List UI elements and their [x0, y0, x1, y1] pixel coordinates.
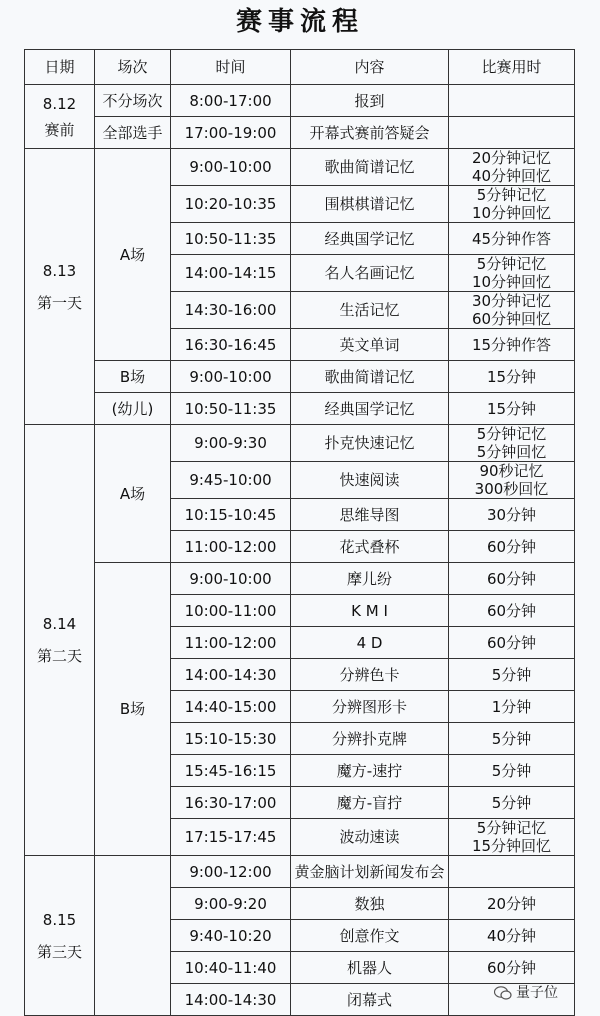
session-cell: B场	[95, 563, 171, 856]
date-cell	[25, 856, 95, 1016]
duration-cell	[449, 499, 575, 531]
time-cell: 14:40-15:00	[171, 691, 291, 723]
time-cell: 11:00-12:00	[171, 531, 291, 563]
time-cell: 15:10-15:30	[171, 723, 291, 755]
duration-line: 20分钟记忆	[471, 149, 552, 167]
duration-line: 15分钟回忆	[471, 837, 552, 855]
content-cell: 黄金脑计划新闻发布会	[291, 856, 449, 888]
duration-line: 5分钟	[491, 761, 532, 780]
duration-line: 300秒回忆	[474, 480, 549, 498]
time-cell: 16:30-16:45	[171, 329, 291, 361]
duration-cell	[449, 755, 575, 787]
duration-line: 40分钟	[486, 926, 537, 945]
duration-line: 10分钟回忆	[471, 204, 552, 222]
duration-cell	[449, 425, 575, 462]
content-cell: 思维导图	[291, 499, 449, 531]
session-cell: B场	[95, 361, 171, 393]
time-cell: 11:00-12:00	[171, 627, 291, 659]
duration-cell	[449, 888, 575, 920]
session-cell: (幼儿)	[95, 393, 171, 425]
table-row	[25, 856, 575, 888]
session-cell: 不分场次	[95, 85, 171, 117]
header-time: 时间	[171, 50, 291, 85]
duration-cell	[449, 255, 575, 292]
duration-line: 15分钟	[486, 367, 537, 386]
page-title: 赛事流程	[235, 7, 364, 37]
table-row	[25, 117, 575, 149]
time-cell: 9:00-12:00	[171, 856, 291, 888]
duration-line: 60分钟	[486, 537, 537, 556]
date-value: 8.14	[42, 615, 77, 633]
content-cell: 生活记忆	[291, 292, 449, 329]
session-cell	[95, 856, 171, 1016]
table-row	[25, 361, 575, 393]
duration-cell	[449, 595, 575, 627]
duration-cell	[449, 627, 575, 659]
content-cell: 创意作文	[291, 920, 449, 952]
time-cell: 10:20-10:35	[171, 186, 291, 223]
duration-line: 20分钟	[486, 894, 537, 913]
duration-cell	[449, 223, 575, 255]
duration-line: 15分钟	[486, 399, 537, 418]
time-cell: 10:50-11:35	[171, 393, 291, 425]
duration-cell	[449, 563, 575, 595]
time-cell: 10:40-11:40	[171, 952, 291, 984]
time-cell: 15:45-16:15	[171, 755, 291, 787]
time-cell: 17:00-19:00	[171, 117, 291, 149]
time-cell: 14:00-14:30	[171, 659, 291, 691]
session-cell: 全部选手	[95, 117, 171, 149]
content-cell: 摩儿纷	[291, 563, 449, 595]
content-cell: 英文单词	[291, 329, 449, 361]
header-row	[25, 50, 575, 85]
duration-line: 5分钟	[491, 665, 532, 684]
time-cell: 9:00-10:00	[171, 563, 291, 595]
content-cell: 名人名画记忆	[291, 255, 449, 292]
duration-cell	[449, 393, 575, 425]
duration-line: 30分钟	[486, 505, 537, 524]
duration-line: 5分钟记忆	[476, 819, 547, 837]
duration-line: 5分钟记忆	[476, 255, 547, 273]
duration-cell	[449, 329, 575, 361]
header-date: 日期	[25, 50, 95, 85]
time-cell: 14:00-14:15	[171, 255, 291, 292]
duration-cell	[449, 920, 575, 952]
content-cell: 歌曲简谱记忆	[291, 149, 449, 186]
content-cell: 扑克快速记忆	[291, 425, 449, 462]
duration-line: 5分钟记忆	[476, 425, 547, 443]
duration-line: 1分钟	[491, 697, 532, 716]
duration-line: 90秒记忆	[479, 462, 544, 480]
duration-line: 5分钟	[491, 793, 532, 812]
table-row	[25, 149, 575, 186]
schedule-table	[24, 49, 575, 1016]
duration-cell	[449, 819, 575, 856]
table-row	[25, 563, 575, 595]
time-cell: 16:30-17:00	[171, 787, 291, 819]
table-row	[25, 393, 575, 425]
date-cell	[25, 85, 95, 149]
duration-cell	[449, 186, 575, 223]
watermark-text: 量子位	[516, 985, 558, 1001]
time-cell: 10:50-11:35	[171, 223, 291, 255]
date-value: 8.12	[42, 94, 77, 113]
date-day: 第一天	[36, 293, 82, 312]
time-cell: 10:15-10:45	[171, 499, 291, 531]
duration-cell	[449, 691, 575, 723]
time-cell: 10:00-11:00	[171, 595, 291, 627]
content-cell: 经典国学记忆	[291, 223, 449, 255]
duration-cell	[449, 856, 575, 888]
content-cell: 快速阅读	[291, 462, 449, 499]
duration-line: 45分钟作答	[471, 229, 552, 248]
date-value: 8.15	[42, 910, 77, 929]
wechat-icon	[494, 986, 512, 1000]
duration-cell	[449, 361, 575, 393]
duration-cell	[449, 659, 575, 691]
table-row	[25, 85, 575, 117]
duration-line: 5分钟记忆	[476, 186, 547, 204]
content-cell: 魔方-速拧	[291, 755, 449, 787]
content-cell: 魔方-盲拧	[291, 787, 449, 819]
table-row	[25, 425, 575, 462]
duration-line: 40分钟回忆	[471, 167, 552, 185]
duration-cell	[449, 531, 575, 563]
content-cell: K M I	[291, 595, 449, 627]
content-cell: 报到	[291, 85, 449, 117]
date-day: 第三天	[36, 942, 82, 961]
duration-cell	[449, 117, 575, 149]
date-cell	[25, 149, 95, 425]
content-cell: 开幕式赛前答疑会	[291, 117, 449, 149]
duration-line: 60分钟回忆	[471, 310, 552, 328]
duration-cell	[449, 787, 575, 819]
duration-line: 60分钟	[486, 958, 537, 977]
time-cell: 9:00-10:00	[171, 361, 291, 393]
content-cell: 分辨色卡	[291, 659, 449, 691]
time-cell: 9:40-10:20	[171, 920, 291, 952]
content-cell: 数独	[291, 888, 449, 920]
duration-cell	[449, 292, 575, 329]
time-cell: 9:00-9:30	[171, 425, 291, 462]
duration-line: 10分钟回忆	[471, 273, 552, 291]
duration-line: 5分钟	[491, 729, 532, 748]
duration-line: 5分钟回忆	[476, 443, 547, 461]
content-cell: 分辨扑克牌	[291, 723, 449, 755]
content-cell: 闭幕式	[291, 984, 449, 1016]
content-cell: 花式叠杯	[291, 531, 449, 563]
header-duration: 比赛用时	[449, 50, 575, 85]
duration-line: 60分钟	[486, 633, 537, 652]
date-day: 第二天	[36, 647, 82, 665]
date-cell	[25, 425, 95, 856]
session-cell: A场	[95, 425, 171, 563]
time-cell: 14:30-16:00	[171, 292, 291, 329]
duration-line: 15分钟作答	[471, 335, 552, 354]
duration-cell	[449, 149, 575, 186]
header-session: 场次	[95, 50, 171, 85]
duration-cell	[449, 723, 575, 755]
duration-cell	[449, 462, 575, 499]
content-cell: 围棋棋谱记忆	[291, 186, 449, 223]
session-cell: A场	[95, 149, 171, 361]
content-cell: 机器人	[291, 952, 449, 984]
time-cell: 9:00-9:20	[171, 888, 291, 920]
date-day: 赛前	[44, 120, 75, 139]
content-cell: 4 D	[291, 627, 449, 659]
duration-line: 30分钟记忆	[471, 292, 552, 310]
date-value: 8.13	[42, 261, 77, 280]
time-cell: 9:00-10:00	[171, 149, 291, 186]
content-cell: 分辨图形卡	[291, 691, 449, 723]
duration-line: 60分钟	[486, 601, 537, 620]
duration-line: 60分钟	[486, 569, 537, 588]
header-content: 内容	[291, 50, 449, 85]
time-cell: 9:45-10:00	[171, 462, 291, 499]
content-cell: 经典国学记忆	[291, 393, 449, 425]
time-cell: 17:15-17:45	[171, 819, 291, 856]
watermark	[494, 982, 594, 1004]
duration-cell	[449, 952, 575, 984]
duration-cell	[449, 85, 575, 117]
content-cell: 歌曲简谱记忆	[291, 361, 449, 393]
time-cell: 14:00-14:30	[171, 984, 291, 1016]
content-cell: 波动速读	[291, 819, 449, 856]
time-cell: 8:00-17:00	[171, 85, 291, 117]
